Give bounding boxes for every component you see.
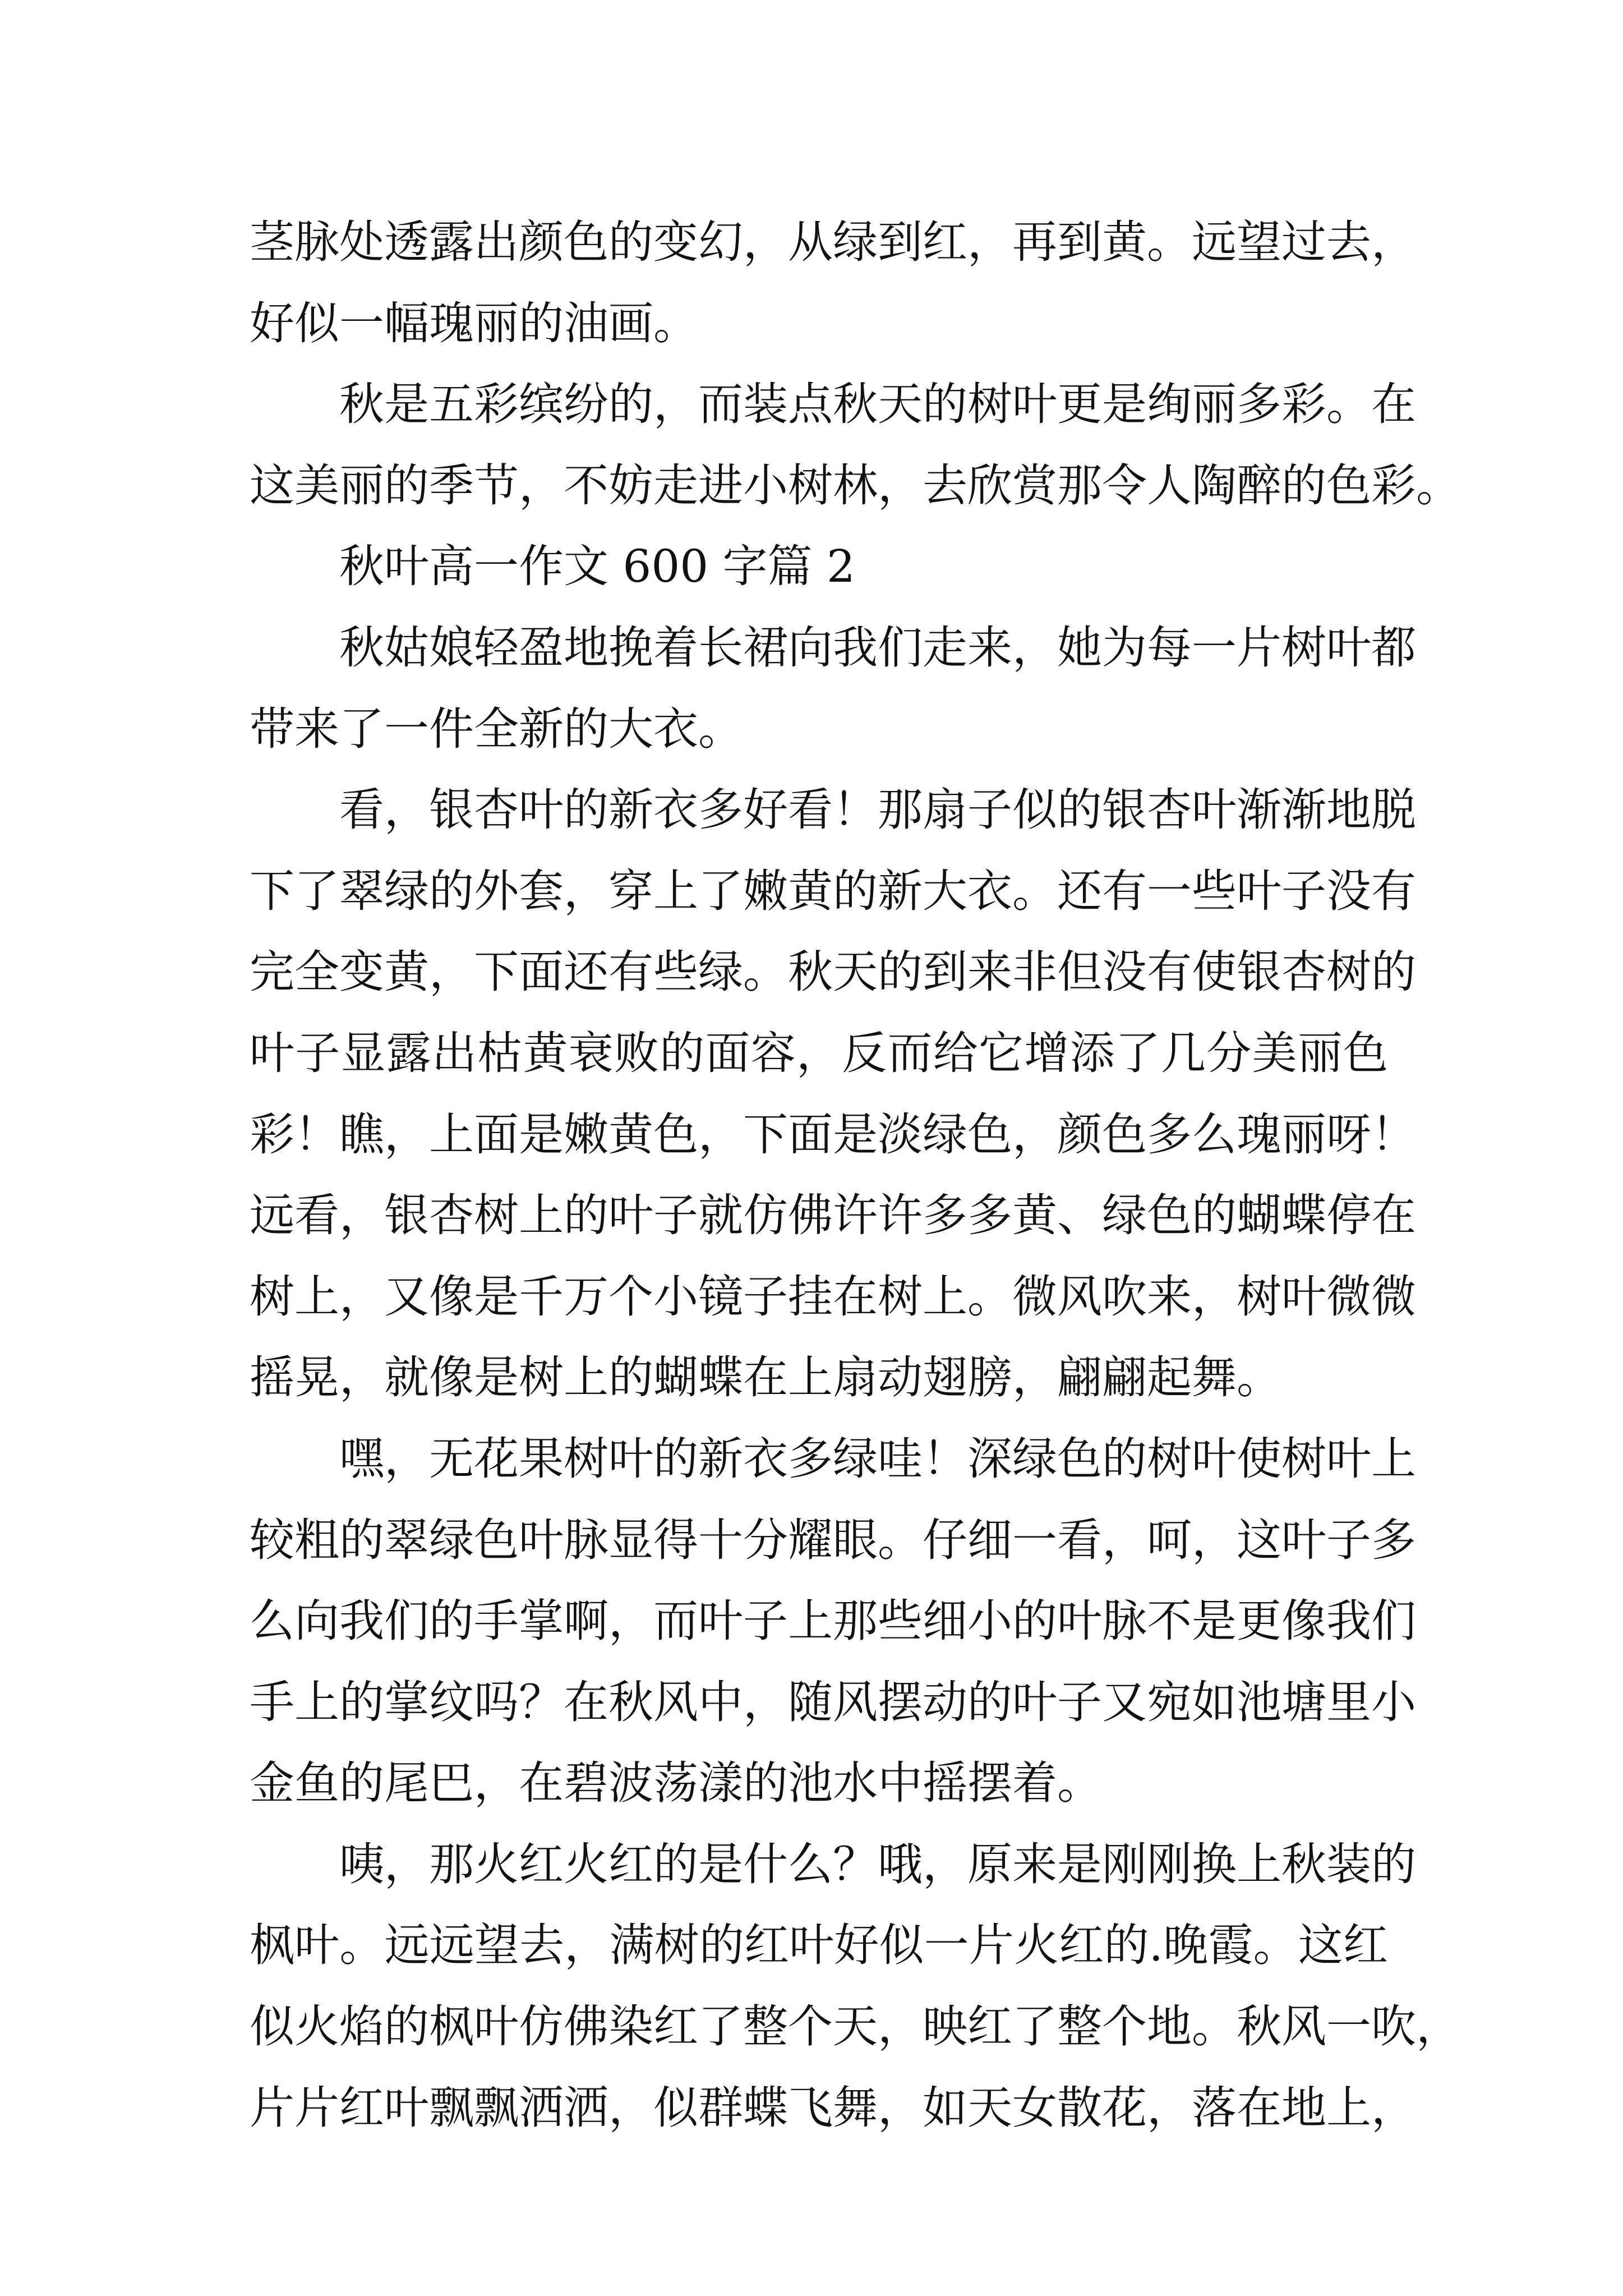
- paragraph-line: 嘿，无花果树叶的新衣多绿哇！深绿色的树叶使树叶上: [339, 1432, 1416, 1485]
- paragraph-line: 叶子显露出枯黄衰败的面容，反而给它增添了几分美丽色: [250, 1027, 1388, 1079]
- paragraph-line: 手上的掌纹吗？在秋风中，随风摆动的叶子又宛如池塘里小: [250, 1676, 1416, 1728]
- paragraph-line: 枫叶。远远望去，满树的红叶好似一片火红的.晚霞。这红: [250, 1919, 1388, 1972]
- paragraph-line: 咦，那火红火红的是什么？哦，原来是刚刚换上秋装的: [339, 1838, 1416, 1890]
- paragraph-line: 带来了一件全新的大衣。: [250, 702, 743, 755]
- section-heading: 秋叶高一作文 600 字篇 2: [339, 540, 855, 593]
- paragraph-line: 茎脉处透露出颜色的变幻，从绿到红，再到黄。远望过去，: [250, 216, 1416, 268]
- paragraph-line: 下了翠绿的外套，穿上了嫩黄的新大衣。还有一些叶子没有: [250, 864, 1416, 917]
- paragraph-line: 似火焰的枫叶仿佛染红了整个天，映红了整个地。秋风一吹，: [250, 2000, 1461, 2053]
- paragraph-line: 较粗的翠绿色叶脉显得十分耀眼。仔细一看，呵，这叶子多: [250, 1513, 1416, 1566]
- paragraph-line: 远看，银杏树上的叶子就仿佛许许多多黄、绿色的蝴蝶停在: [250, 1189, 1416, 1242]
- paragraph-line: 树上，又像是千万个小镜子挂在树上。微风吹来，树叶微微: [250, 1270, 1416, 1323]
- paragraph-line: 秋是五彩缤纷的，而装点秋天的树叶更是绚丽多彩。在: [339, 378, 1416, 431]
- paragraph-line: 这美丽的季节，不妨走进小树林，去欣赏那令人陶醉的色彩。: [250, 459, 1461, 512]
- paragraph-line: 看，银杏叶的新衣多好看！那扇子似的银杏叶渐渐地脱: [339, 784, 1416, 836]
- paragraph-line: 金鱼的尾巴，在碧波荡漾的池水中摇摆着。: [250, 1757, 1102, 1810]
- paragraph-line: 片片红叶飘飘洒洒，似群蝶飞舞，如天女散花，落在地上，: [250, 2081, 1416, 2134]
- paragraph-line: 好似一幅瑰丽的油画。: [250, 297, 698, 349]
- paragraph-line: 摇晃，就像是树上的蝴蝶在上扇动翅膀，翩翩起舞。: [250, 1351, 1281, 1404]
- paragraph-line: 完全变黄，下面还有些绿。秋天的到来非但没有使银杏树的: [250, 946, 1416, 999]
- paragraph-line: 秋姑娘轻盈地挽着长裙向我们走来，她为每一片树叶都: [339, 621, 1416, 674]
- document-body: [250, 202, 1461, 2148]
- paragraph-line: 彩！瞧，上面是嫩黄色，下面是淡绿色，颜色多么瑰丽呀！: [250, 1108, 1416, 1161]
- paragraph-line: 么向我们的手掌啊，而叶子上那些细小的叶脉不是更像我们: [250, 1595, 1416, 1648]
